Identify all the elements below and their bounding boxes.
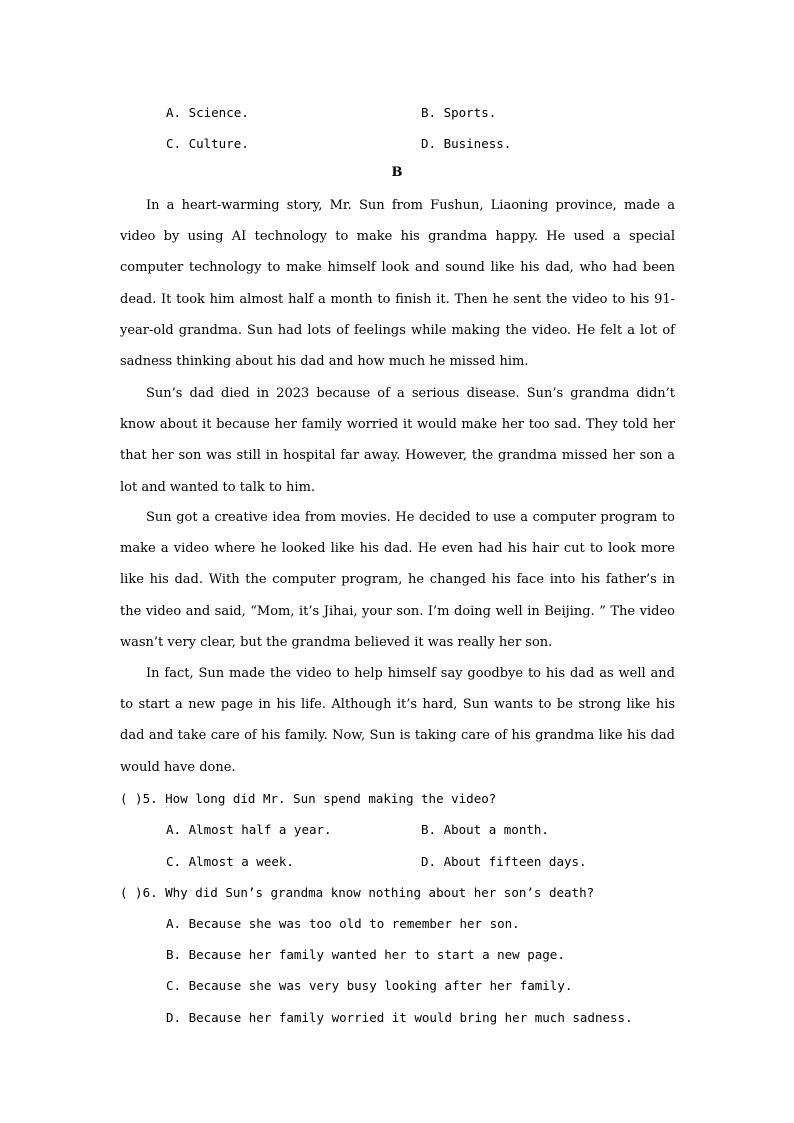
question-6-stem: ( )6. Why did Sun’s grandma know nothing about her son’s death? (120, 885, 595, 900)
question-5-option-d: D. About fifteen days. (421, 854, 587, 869)
prev-option-b: B. Sports. (421, 105, 497, 120)
passage-paragraph-4: In fact, Sun made the video to help himself say goodbye to his dad as well and to start a new page in his life. Although it’s hard, Sun wants to be strong like his dad and take care of his family. Now, Sun is taking care of his grandma like his dad would have done. (120, 666, 675, 775)
section-heading: B (391, 165, 403, 180)
prev-option-a: A. Science. (166, 105, 249, 120)
question-6-option-c: C. Because she was very busy looking after her family. (166, 978, 573, 993)
question-5-option-b: B. About a month. (421, 822, 549, 837)
passage-paragraph-3: Sun got a creative idea from movies. He decided to use a computer program to make a video where he looked like his dad. He even had his hair cut to look more like his dad. With the computer program, he changed his face into his father’s in the video and said, “Mom, it’s Jihai, your son. I’m doing well in Beijing. ” The video wasn’t very clear, but the grandma believed it was really her son. (120, 510, 675, 650)
passage-paragraph-1: In a heart-warming story, Mr. Sun from Fushun, Liaoning province, made a video by using AI technology to make his grandma happy. He used a special computer technology to make himself look and sound like his dad, who had been dead. It took him almost half a month to finish it. Then he sent the video to his 91-year-old grandma. Sun had lots of feelings while making the video. He felt a lot of sadness thinking about his dad and how much he missed him. (120, 198, 675, 370)
question-5-option-a: A. Almost half a year. (166, 822, 332, 837)
question-5-stem: ( )5. How long did Mr. Sun spend making the video? (120, 791, 497, 806)
question-6-option-d: D. Because her family worried it would bring her much sadness. (166, 1010, 633, 1025)
question-5-option-c: C. Almost a week. (166, 854, 294, 869)
prev-option-d: D. Business. (421, 136, 512, 151)
prev-option-c: C. Culture. (166, 136, 249, 151)
passage-paragraph-2: Sun’s dad died in 2023 because of a serious disease. Sun’s grandma didn’t know about it because her family worried it would make her too sad. They told her that her son was still in hospital far away. However, the grandma missed her son a lot and wanted to talk to him. (120, 386, 675, 495)
question-6-option-b: B. Because her family wanted her to start a new page. (166, 947, 565, 962)
question-6-option-a: A. Because she was too old to remember her son. (166, 916, 520, 931)
